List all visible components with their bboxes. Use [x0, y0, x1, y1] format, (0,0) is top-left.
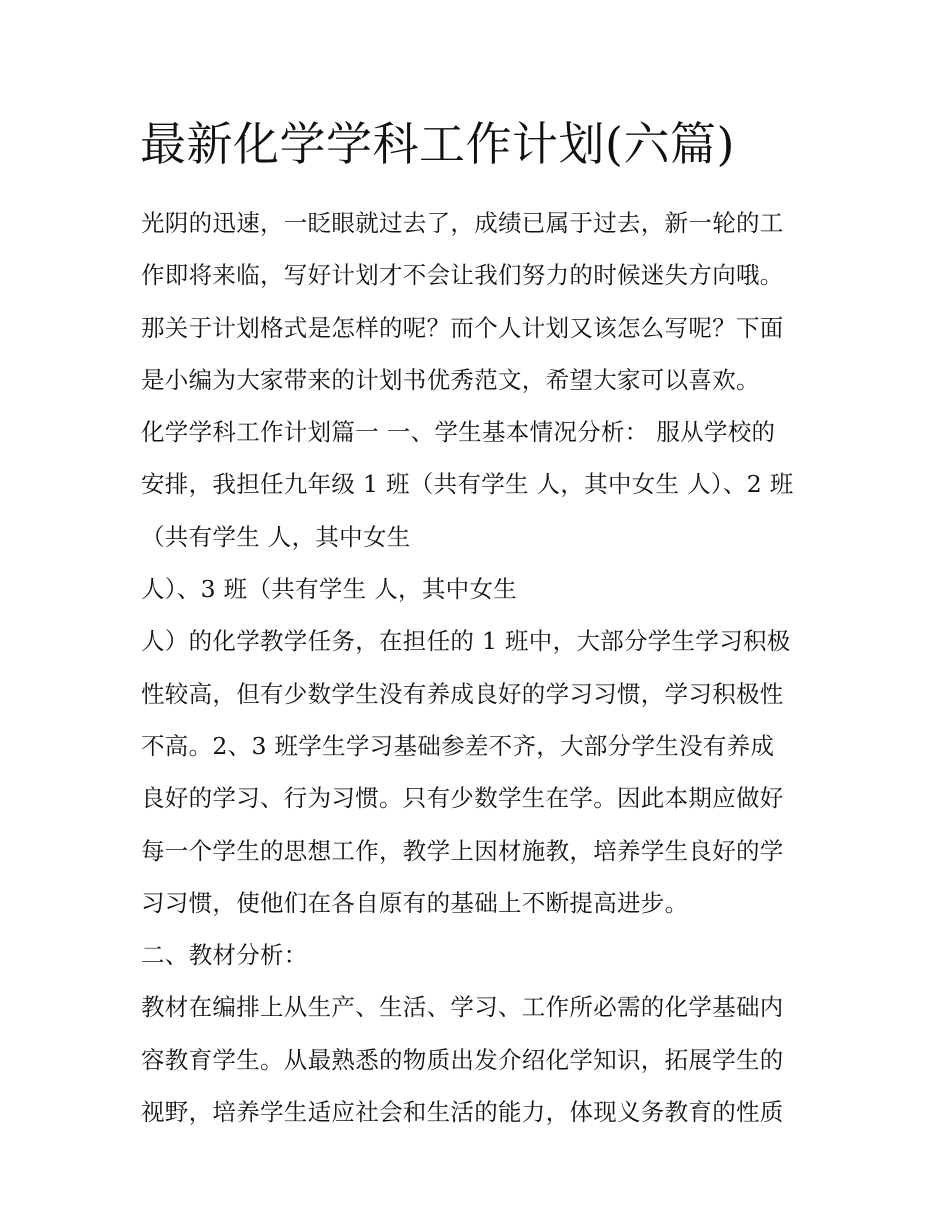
body-line: 性较高，但有少数学生没有养成良好的学习习惯，学习积极性	[141, 679, 784, 708]
body-line: 光阴的迅速，一眨眼就过去了，成绩已属于过去，新一轮的工	[141, 209, 784, 237]
body-line: 教材在编排上从生产、生活、学习、工作所必需的化学基础内	[141, 993, 784, 1022]
body-line: 不高。2、3 班学生学习基础参差不齐，大部分学生没有养成	[141, 731, 775, 760]
body-line: 习习惯，使他们在各自原有的基础上不断提高进步。	[141, 888, 689, 917]
body-line: 人）、3 班（共有学生 人，其中女生	[141, 575, 518, 604]
body-line: 每一个学生的思想工作，教学上因材施教，培养学生良好的学	[141, 836, 784, 865]
document-body	[141, 202, 841, 1143]
document-title: 最新化学学科工作计划(六篇)	[140, 117, 735, 171]
body-line: 是小编为大家带来的计划书优秀范文，希望大家可以喜欢。	[141, 365, 760, 394]
body-line: 容教育学生。从最熟悉的物质出发介绍化学知识，拓展学生的	[141, 1045, 784, 1074]
body-line: 良好的学习、行为习惯。只有少数学生在学。因此本期应做好	[141, 784, 784, 813]
section-heading: 二、教材分析：	[141, 941, 308, 970]
body-line: 作即将来临，写好计划才不会让我们努力的时候迷失方向哦。	[141, 261, 784, 290]
body-line: 那关于计划格式是怎样的呢？而个人计划又该怎么写呢？下面	[141, 313, 784, 342]
body-line: 化学学科工作计划篇一 一、学生基本情况分析： 服从学校的	[141, 418, 776, 447]
body-line: 视野，培养学生适应社会和生活的能力，体现义务教育的性质	[141, 1098, 784, 1127]
body-line: 人）的化学教学任务，在担任的 1 班中，大部分学生学习积极	[141, 627, 791, 656]
body-line: （共有学生 人，其中女生	[141, 522, 411, 551]
body-line: 安排，我担任九年级 1 班（共有学生 人，其中女生 人）、2 班	[141, 470, 794, 499]
